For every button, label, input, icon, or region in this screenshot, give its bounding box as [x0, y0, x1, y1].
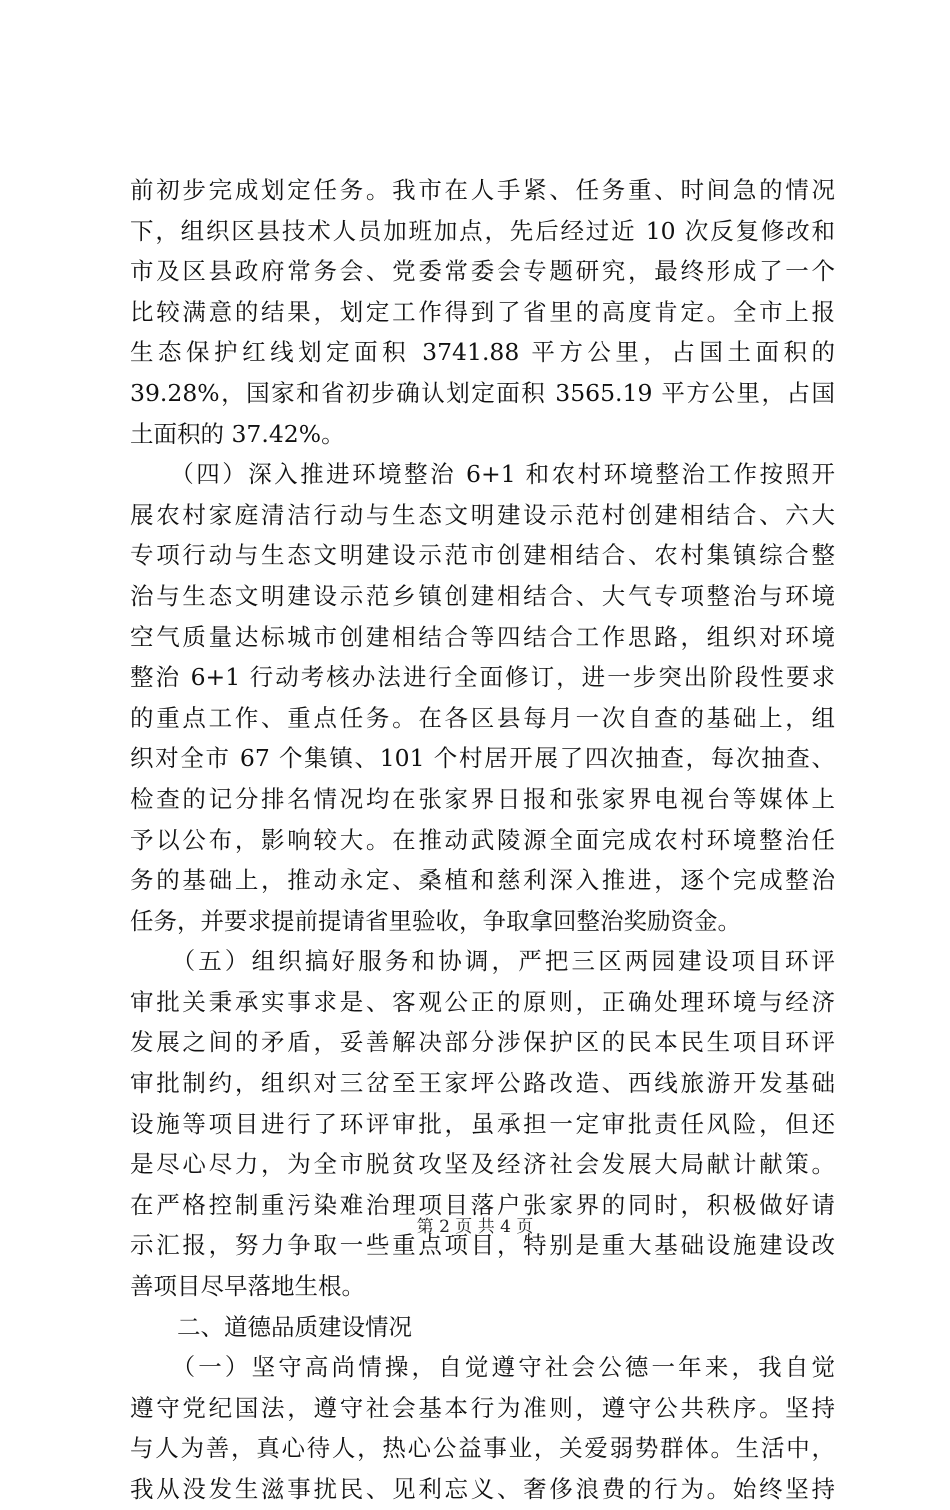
text-line: 前初步完成划定任务。我市在人手紧、任务重、时间急的情况 — [130, 176, 835, 204]
text-line: 我从没发生滋事扰民、见利忘义、奢侈浪费的行为。始终坚持 — [130, 1475, 835, 1503]
section-heading: 二、道德品质建设情况 — [130, 1312, 412, 1341]
text-line: 的重点工作、重点任务。在各区县每月一次自查的基础上，组 — [130, 703, 835, 732]
text-line: 检查的记分排名情况均在张家界日报和张家界电视台等媒体上 — [130, 784, 835, 813]
text-line: 空气质量达标城市创建相结合等四结合工作思路，组织对环境 — [130, 622, 835, 651]
text-line: 予以公布，影响较大。在推动武陵源全面完成农村环境整治任 — [130, 825, 835, 854]
text-line: 在严格控制重污染难治理项目落户张家界的同时，积极做好请 — [130, 1190, 835, 1219]
text-line: 展农村家庭清洁行动与生态文明建设示范村创建相结合、六大 — [130, 500, 835, 529]
page-number-footer: 第 2 页 共 4 页 — [416, 1217, 534, 1237]
text-line: （一）坚守高尚情操，自觉遵守社会公德一年来，我自觉 — [130, 1353, 835, 1382]
text-line: 设施等项目进行了环评审批，虽承担一定审批责任风险，但还 — [130, 1109, 835, 1138]
text-line: （四）深入推进环境整治 6+1 和农村环境整治工作按照开 — [130, 460, 835, 489]
text-line: 下，组织区县技术人员加班加点，先后经过近 10 次反复修改和 — [130, 216, 835, 245]
text-line: 市及区县政府常务会、党委常委会专题研究，最终形成了一个 — [130, 257, 835, 286]
text-line: 土面积的 37.42%。 — [130, 419, 345, 448]
text-line: 审批制约，组织对三岔至王家坪公路改造、西线旅游开发基础 — [130, 1069, 835, 1098]
text-line: 务的基础上，推动永定、桑植和慈利深入推进，逐个完成整治 — [130, 866, 835, 895]
text-line: （五）组织搞好服务和协调，严把三区两园建设项目环评 — [130, 947, 835, 976]
text-line: 比较满意的结果，划定工作得到了省里的高度肯定。全市上报 — [130, 297, 835, 326]
document-body — [130, 170, 835, 1510]
text-line: 专项行动与生态文明建设示范市创建相结合、农村集镇综合整 — [130, 541, 835, 570]
text-line: 治与生态文明建设示范乡镇创建相结合、大气专项整治与环境 — [130, 581, 835, 610]
text-line: 示汇报，努力争取一些重点项目，特别是重大基础设施建设改 — [130, 1231, 835, 1260]
text-line: 39.28%，国家和省初步确认划定面积 3565.19 平方公里，占国 — [130, 378, 835, 407]
text-line: 与人为善，真心待人，热心公益事业，关爱弱势群体。生活中， — [130, 1434, 835, 1463]
text-line: 生态保护红线划定面积 3741.88 平方公里，占国土面积的 — [130, 338, 835, 367]
text-line: 整治 6+1 行动考核办法进行全面修订，进一步突出阶段性要求 — [130, 663, 835, 692]
text-line: 织对全市 67 个集镇、101 个村居开展了四次抽查，每次抽查、 — [130, 744, 835, 773]
text-line: 发展之间的矛盾，妥善解决部分涉保护区的民本民生项目环评 — [130, 1028, 835, 1057]
text-line: 是尽心尽力，为全市脱贫攻坚及经济社会发展大局献计献策。 — [130, 1150, 835, 1179]
text-line: 遵守党纪国法，遵守社会基本行为准则，遵守公共秩序。坚持 — [130, 1393, 835, 1422]
text-line: 审批关秉承实事求是、客观公正的原则，正确处理环境与经济 — [130, 987, 835, 1016]
text-line: 善项目尽早落地生根。 — [130, 1272, 365, 1301]
text-line: 任务，并要求提前提请省里验收，争取拿回整治奖励资金。 — [130, 906, 741, 935]
